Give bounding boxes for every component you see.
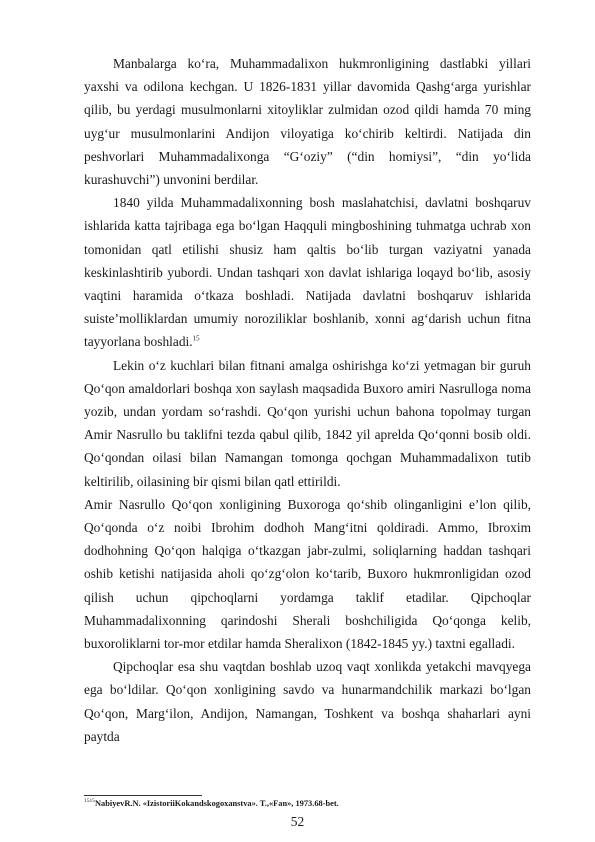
paragraph-4: Amir Nasrullo Qo‘qon xonligining Buxoroga qo‘shib olinganligini e’lon qilib, Qo‘qonda o‘z noibi Ibrohim dodhoh Mang‘itni qoldiradi. Ammo, Ibroxim dodhohning Qo‘qon halqiga o‘tkazgan jabr-zulmi, soliqlarning haddan tashqari oshib ketishi natijasida aholi qo‘zg‘olon ko‘tarib, Buxoro hukmronligidan ozod qilish uchun qipchoqlarni yordamga taklif etadilar. Qipchoqlar Muhammadalixonning qarindoshi Sherali boshchiligida Qo‘qonga kelib, buxoroliklarni tor-mor etdilar hamda Sheralixon (1842-1845 yy.) taxtni egalladi.: [84, 496, 531, 652]
footnote: [84, 798, 531, 810]
paragraph-2-text: 1840 yilda Muhammadalixonning bosh maslahatchisi, davlatni boshqaruv ishlarida katta tajribaga ega bo‘lgan Haqquli mingboshining tuhmatga uchrab xon tomonidan qatl etilishi shusiz ham qaltis bo‘lib turgan vaziyatni yanada keskinlashtirib yubordi. Undan tashqari xon davlat ishlariga loqayd bo‘lib, asosiy vaqtini haramida o‘tkaza boshladi. Natijada davlatni boshqaruv ishlarida suiste’molliklardan umumiy noroziliklar boshlanib, xonni ag‘darish uchun fitna tayyorlana boshladi.: [84, 195, 531, 350]
page-number: 52: [290, 814, 305, 829]
footnote-inner-marker: 15: [89, 798, 95, 805]
paragraph-5: Qipchoqlar esa shu vaqtdan boshlab uzoq vaqt xonlikda yetakchi mavqyega ega bo‘ldilar. Qo‘qon xonligining savdo va hunarmandchilik markazi bo‘lgan Qo‘qon, Marg‘ilon, Andijon, Namangan, Toshkent va boshqa shaharlari ayni paytda: [84, 659, 531, 744]
paragraph-3: Lekin o‘z kuchlari bilan fitnani amalga oshirishga ko‘zi yetmagan bir guruh Qo‘qon amaldorlari boshqa xon saylash maqsadida Buxoro amiri Nasrulloga noma yozib, undan yordam so‘rashdi. Qo‘qon yurishi uchun bahona topolmay turgan Amir Nasrullo bu taklifni tezda qabul qilib, 1842 yil aprelda Qo‘qonni bosib oldi. Qo‘qondan oilasi bilan Namangan tomonga qochgan Muhammadalixon tutib keltirilib, oilasining bir qismi bilan qatl ettirildi.: [84, 357, 531, 489]
footnote-marker: 15: [84, 798, 90, 805]
footnote-text: NabiyevR.N. «IzistoriiKokandskogoxanstva». T.,«Fan», 1973.68-bet.: [95, 799, 339, 808]
paragraph-1: Manbalarga ko‘ra, Muhammadalixon hukmronligining dastlabki yillari yaxshi va odilona kechgan. U 1826-1831 yillar davomida Qashg‘arga yurishlar qilib, bu yerdagi musulmonlarni xitoyliklar zulmidan ozod qildi hamda 70 ming uyg‘ur musulmonlarini Andijon viloyatiga ko‘chirib keltirdi. Natijada din peshvorlari Muhammadalixonga “G‘oziy” (“din homiysi”, “din yo‘lida kurashuvchi”) unvonini berdilar.: [84, 56, 531, 188]
footnote-reference: 15: [192, 334, 200, 343]
paragraph-2: [84, 191, 531, 353]
body-text: [84, 52, 531, 748]
footnote-divider: [84, 795, 202, 796]
